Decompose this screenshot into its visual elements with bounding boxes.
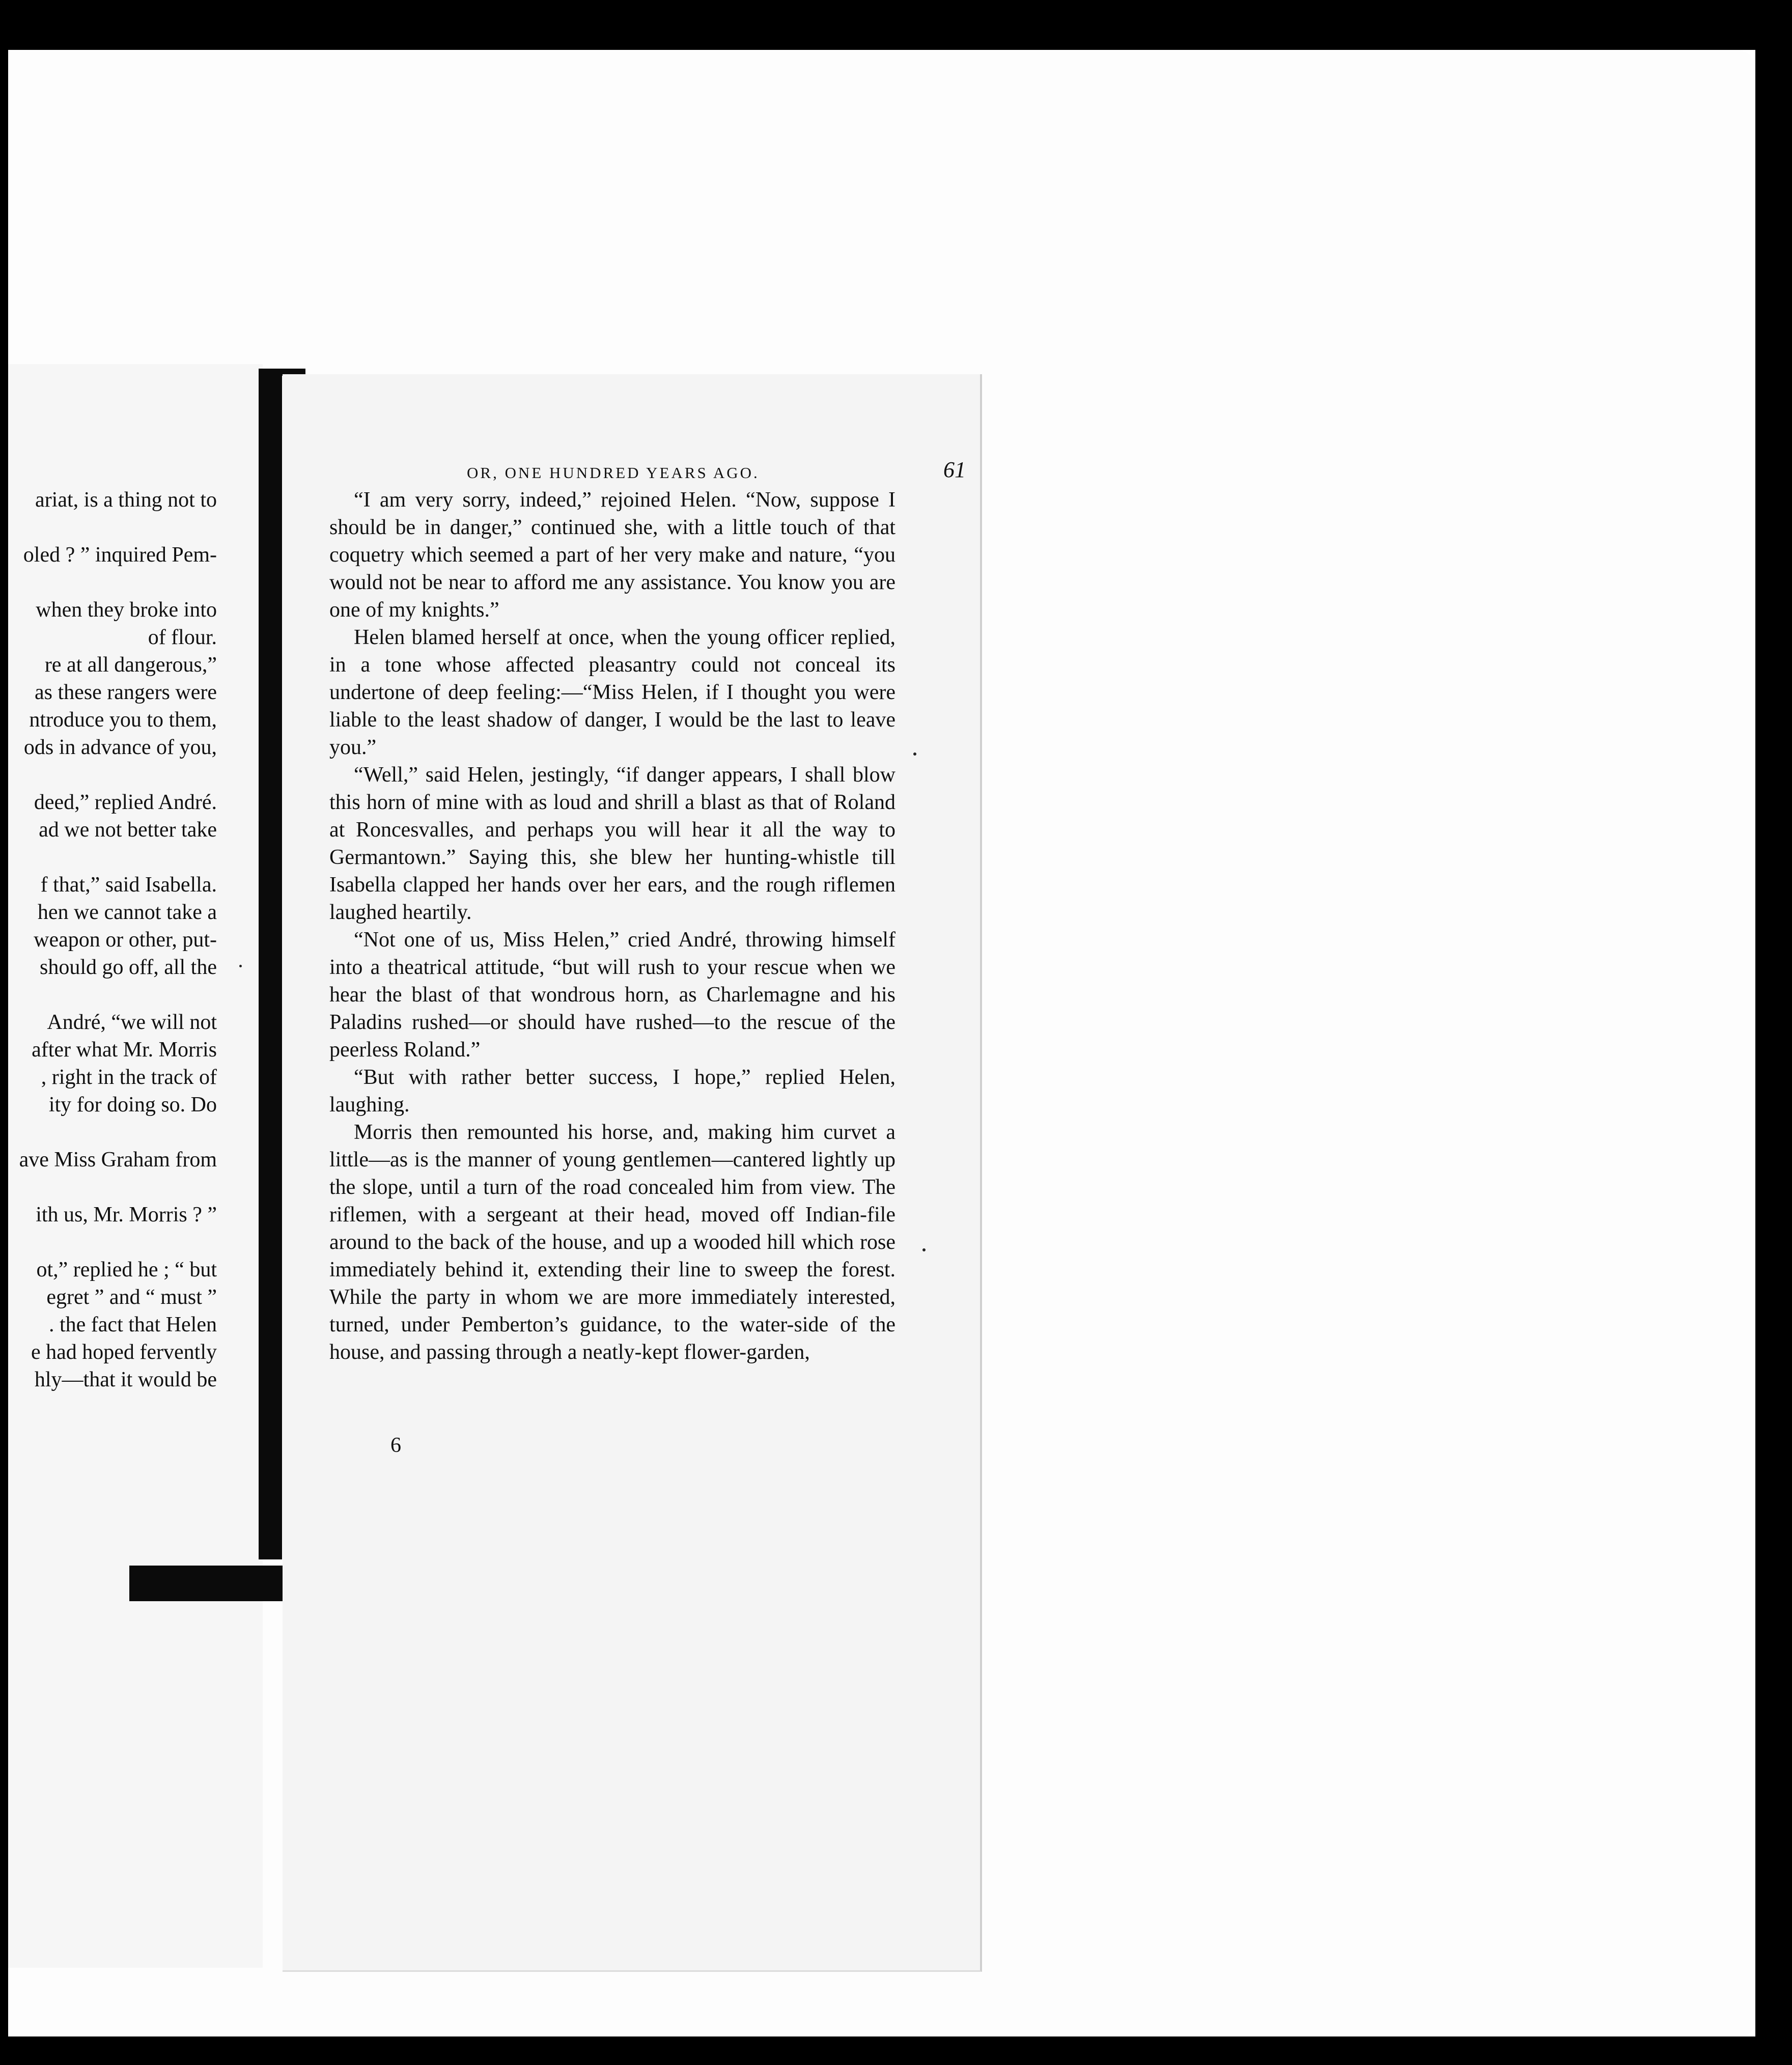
left-page-line: hly—that it would be — [34, 1368, 217, 1391]
paragraph: “I am very sorry, indeed,” rejoined Helen. “Now, suppose I should be in danger,” continued she, with a little touch of that coquetry which seemed a part of her very make and nature, “you would not be near to afford me any assistance. You know you are one of my knights.” — [329, 488, 895, 622]
line-gap — [8, 761, 217, 789]
left-page-line: ntroduce you to them, — [29, 708, 217, 732]
left-page-line: after what Mr. Morris — [32, 1038, 217, 1062]
scan-frame-top — [0, 0, 1792, 50]
line-gap — [8, 1174, 217, 1201]
left-page-line: as these rangers were — [35, 681, 217, 704]
line-gap — [8, 981, 217, 1009]
left-page-line: ith us, Mr. Morris ? ” — [36, 1203, 217, 1226]
left-page-line: f that,” said Isabella. — [40, 873, 217, 897]
left-page-line: e had hoped fervently — [31, 1341, 217, 1364]
line-gap — [8, 844, 217, 871]
paragraph: “Well,” said Helen, jestingly, “if danger appears, I shall blow this horn of mine with as loud and shrill a blast as that of Roland at Roncesvalles, and perhaps you will hear it all the way to Germantown.” Saying this, she blew her hunting-whistle till Isabella clapped her hands over her ears, and the rough riflemen laughed heartily. — [329, 763, 895, 924]
page-number: 61 — [943, 457, 966, 482]
scan-frame-bottom — [0, 2036, 1792, 2065]
left-page-text — [8, 486, 217, 1393]
right-page — [283, 374, 982, 1972]
left-page-line: ad we not better take — [39, 818, 217, 842]
left-page-line: oled ? ” inquired Pem- — [23, 543, 217, 567]
left-page-line: of flour. — [148, 626, 217, 649]
left-page-line: ot,” replied he ; “ but — [36, 1258, 217, 1281]
scan-speck — [913, 752, 916, 756]
left-page-line: ave Miss Graham from — [19, 1148, 217, 1171]
scan-frame-left — [0, 50, 8, 2036]
line-gap — [8, 1229, 217, 1256]
left-page-line: weapon or other, put- — [34, 928, 217, 952]
page-header — [467, 457, 966, 487]
book-gutter-shadow — [259, 371, 282, 1559]
paragraph: “But with rather better success, I hope,” replied Helen, laughing. — [329, 1066, 895, 1117]
scan-frame-right — [1755, 50, 1792, 2036]
scan-speck — [922, 1248, 926, 1251]
paragraph: Helen blamed herself at once, when the young officer replied, in a tone whose affected pleasantry could not conceal its undertone of deep feeling:—“Miss Helen, if I thought you were liable to the least shadow of danger, I would be the last to leave you.” — [329, 626, 895, 759]
left-page — [8, 364, 263, 1968]
left-page-line: ods in advance of you, — [23, 736, 217, 759]
left-page-line: ity for doing so. Do — [48, 1093, 217, 1117]
paragraph: “Not one of us, Miss Helen,” cried André, throwing himself into a theatrical attitude, “but will rush to your rescue when we hear the blast of that wondrous horn, as Charlemagne and his Paladins rushed—or should have rushed—to the rescue of the peerless Roland.” — [329, 928, 895, 1062]
page-body — [329, 486, 895, 1366]
left-page-line: re at all dangerous,” — [44, 653, 217, 677]
left-page-line: ariat, is a thing not to — [35, 488, 217, 512]
left-page-line: André, “we will not — [47, 1011, 217, 1034]
running-head: OR, ONE HUNDRED YEARS AGO. — [467, 464, 760, 482]
signature-mark: 6 — [390, 1434, 401, 1457]
line-gap — [8, 1119, 217, 1146]
scan-speck — [239, 965, 242, 967]
left-page-line: egret ” and “ must ” — [46, 1286, 217, 1309]
line-gap — [8, 514, 217, 541]
left-page-line: should go off, all the — [39, 956, 217, 979]
line-gap — [8, 569, 217, 596]
left-page-line: deed,” replied André. — [34, 791, 217, 814]
left-page-line: . the fact that Helen — [48, 1313, 217, 1336]
left-page-line: , right in the track of — [41, 1066, 217, 1089]
left-page-line: when they broke into — [36, 598, 217, 622]
paragraph: Morris then remounted his horse, and, making him curvet a little—as is the manner of young gentlemen—cantered lightly up the slope, until a turn of the road concealed him from view. The riflemen, with a sergeant at their head, moved off Indian-file around to the back of the house, and up a wooded hill which rose immediately behind it, extending their line to sweep the forest. While the party in whom we are more immediately interested, turned, under Pemberton’s guidance, to the water-side of the house, and passing through a neatly-kept flower-garden, — [329, 1121, 895, 1364]
left-page-line: hen we cannot take a — [37, 901, 217, 924]
